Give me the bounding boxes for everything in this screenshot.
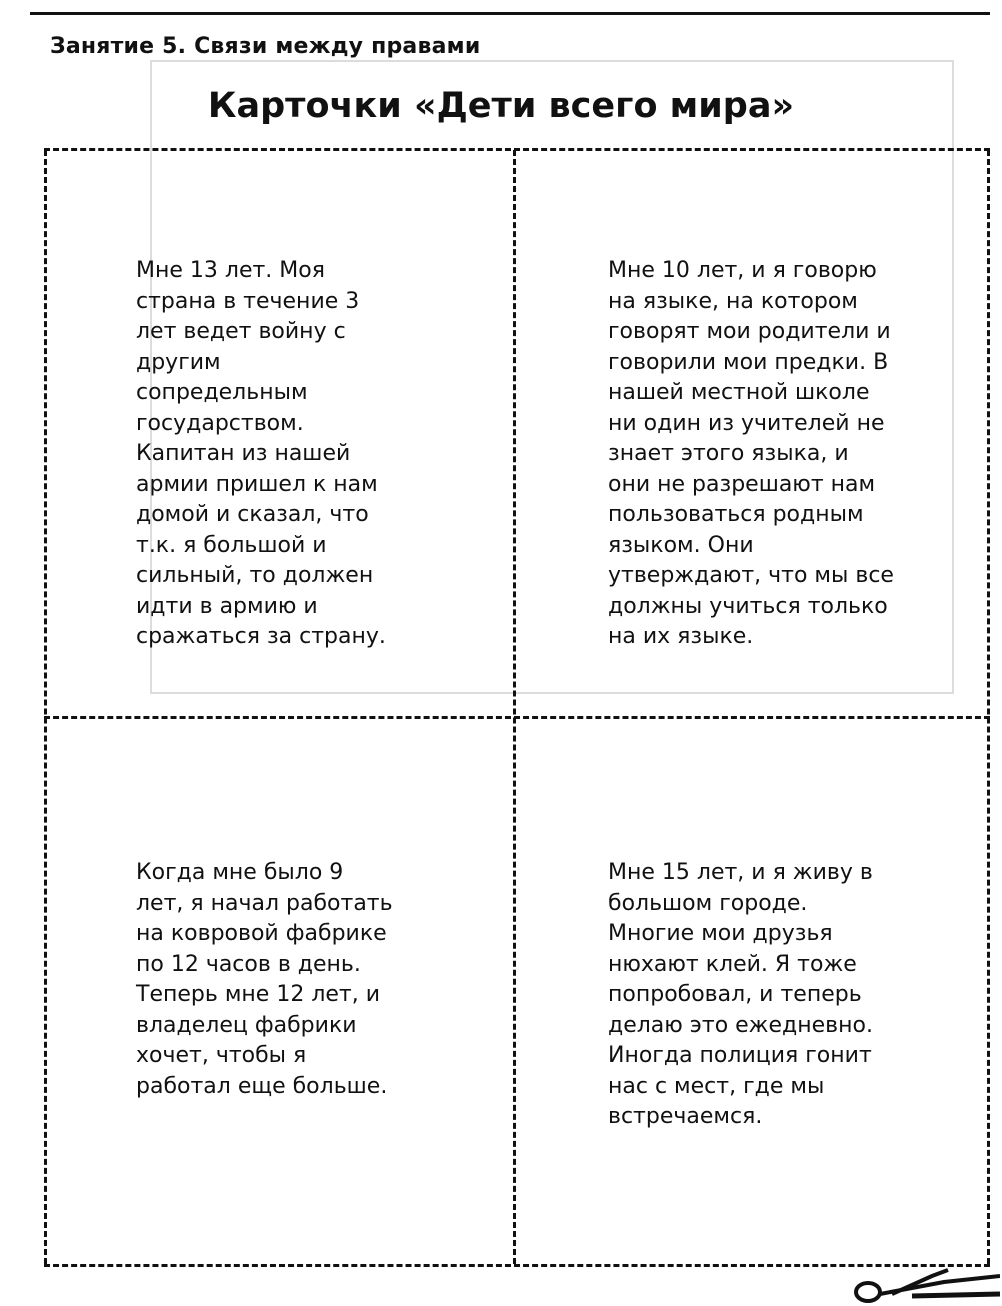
card-line: утверждают, что мы все (608, 563, 894, 588)
card-native-language (608, 256, 984, 653)
card-line: по 12 часов в день. (136, 951, 361, 977)
card-line: должны учиться только (608, 593, 888, 619)
card-line: говорят мои родители и (608, 319, 891, 344)
card-line: языком. Они (608, 532, 754, 558)
card-line: попробовал, и теперь (608, 982, 862, 1007)
card-line: идти в армию и (136, 593, 318, 619)
card-line: Иногда полиция гонит (608, 1043, 872, 1068)
card-line: Когда мне было 9 (136, 860, 344, 885)
card-child-soldier (136, 256, 496, 653)
card-line: хочет, чтобы я (136, 1043, 307, 1068)
card-line: т.к. я большой и (136, 532, 327, 558)
card-line: большом городе. (608, 890, 808, 916)
card-line: сильный, то должен (136, 563, 374, 588)
cut-line-bottom (44, 1264, 990, 1267)
card-line: делаю это ежедневно. (608, 1012, 873, 1038)
card-line: Многие мои друзья (608, 921, 833, 946)
card-line: домой и сказал, что (136, 502, 369, 527)
card-line: нас с мест, где мы (608, 1073, 825, 1099)
card-line: Мне 13 лет. Моя (136, 258, 325, 283)
card-line: они не разрешают нам (608, 471, 876, 497)
card-line: работал еще больше. (136, 1073, 388, 1099)
card-line: ни один из учителей не (608, 410, 885, 436)
card-line: армии пришел к нам (136, 471, 378, 497)
card-line: лет ведет войну с (136, 319, 346, 344)
card-line: владелец фабрики (136, 1012, 357, 1038)
card-line: на ковровой фабрике (136, 921, 387, 946)
cut-line-right (987, 150, 990, 1264)
card-line: нюхают клей. Я тоже (608, 951, 857, 977)
card-line: Мне 15 лет, и я живу в (608, 860, 873, 885)
lesson-header: Занятие 5. Связи между правами (50, 34, 481, 59)
card-line: пользоваться родным (608, 502, 864, 527)
card-line: встречаемся. (608, 1104, 763, 1129)
card-child-labor (136, 858, 496, 1102)
cut-line-top (44, 148, 990, 151)
page-title: Карточки «Дети всего мира» (207, 86, 795, 126)
card-line: говорили мои предки. В (608, 349, 889, 375)
card-line: лет, я начал работать (136, 890, 393, 916)
card-line: другим (136, 349, 221, 375)
card-line: нашей местной школе (608, 380, 870, 405)
top-rule (30, 12, 990, 15)
card-line: Капитан из нашей (136, 441, 351, 466)
card-line: на языке, на котором (608, 288, 858, 314)
cut-line-center (513, 150, 516, 1264)
card-line: сопредельным (136, 380, 308, 405)
scissors-icon (852, 1268, 1000, 1306)
card-line: сражаться за страну. (136, 624, 386, 649)
card-street-child (608, 858, 984, 1133)
card-line: Теперь мне 12 лет, и (136, 982, 381, 1007)
card-line: государством. (136, 410, 304, 436)
card-line: на их языке. (608, 624, 754, 649)
card-line: знает этого языка, и (608, 441, 849, 466)
card-line: страна в течение 3 (136, 288, 360, 314)
cut-line-left (44, 150, 47, 1264)
card-line: Мне 10 лет, и я говорю (608, 258, 877, 283)
cut-line-middle (44, 716, 990, 719)
